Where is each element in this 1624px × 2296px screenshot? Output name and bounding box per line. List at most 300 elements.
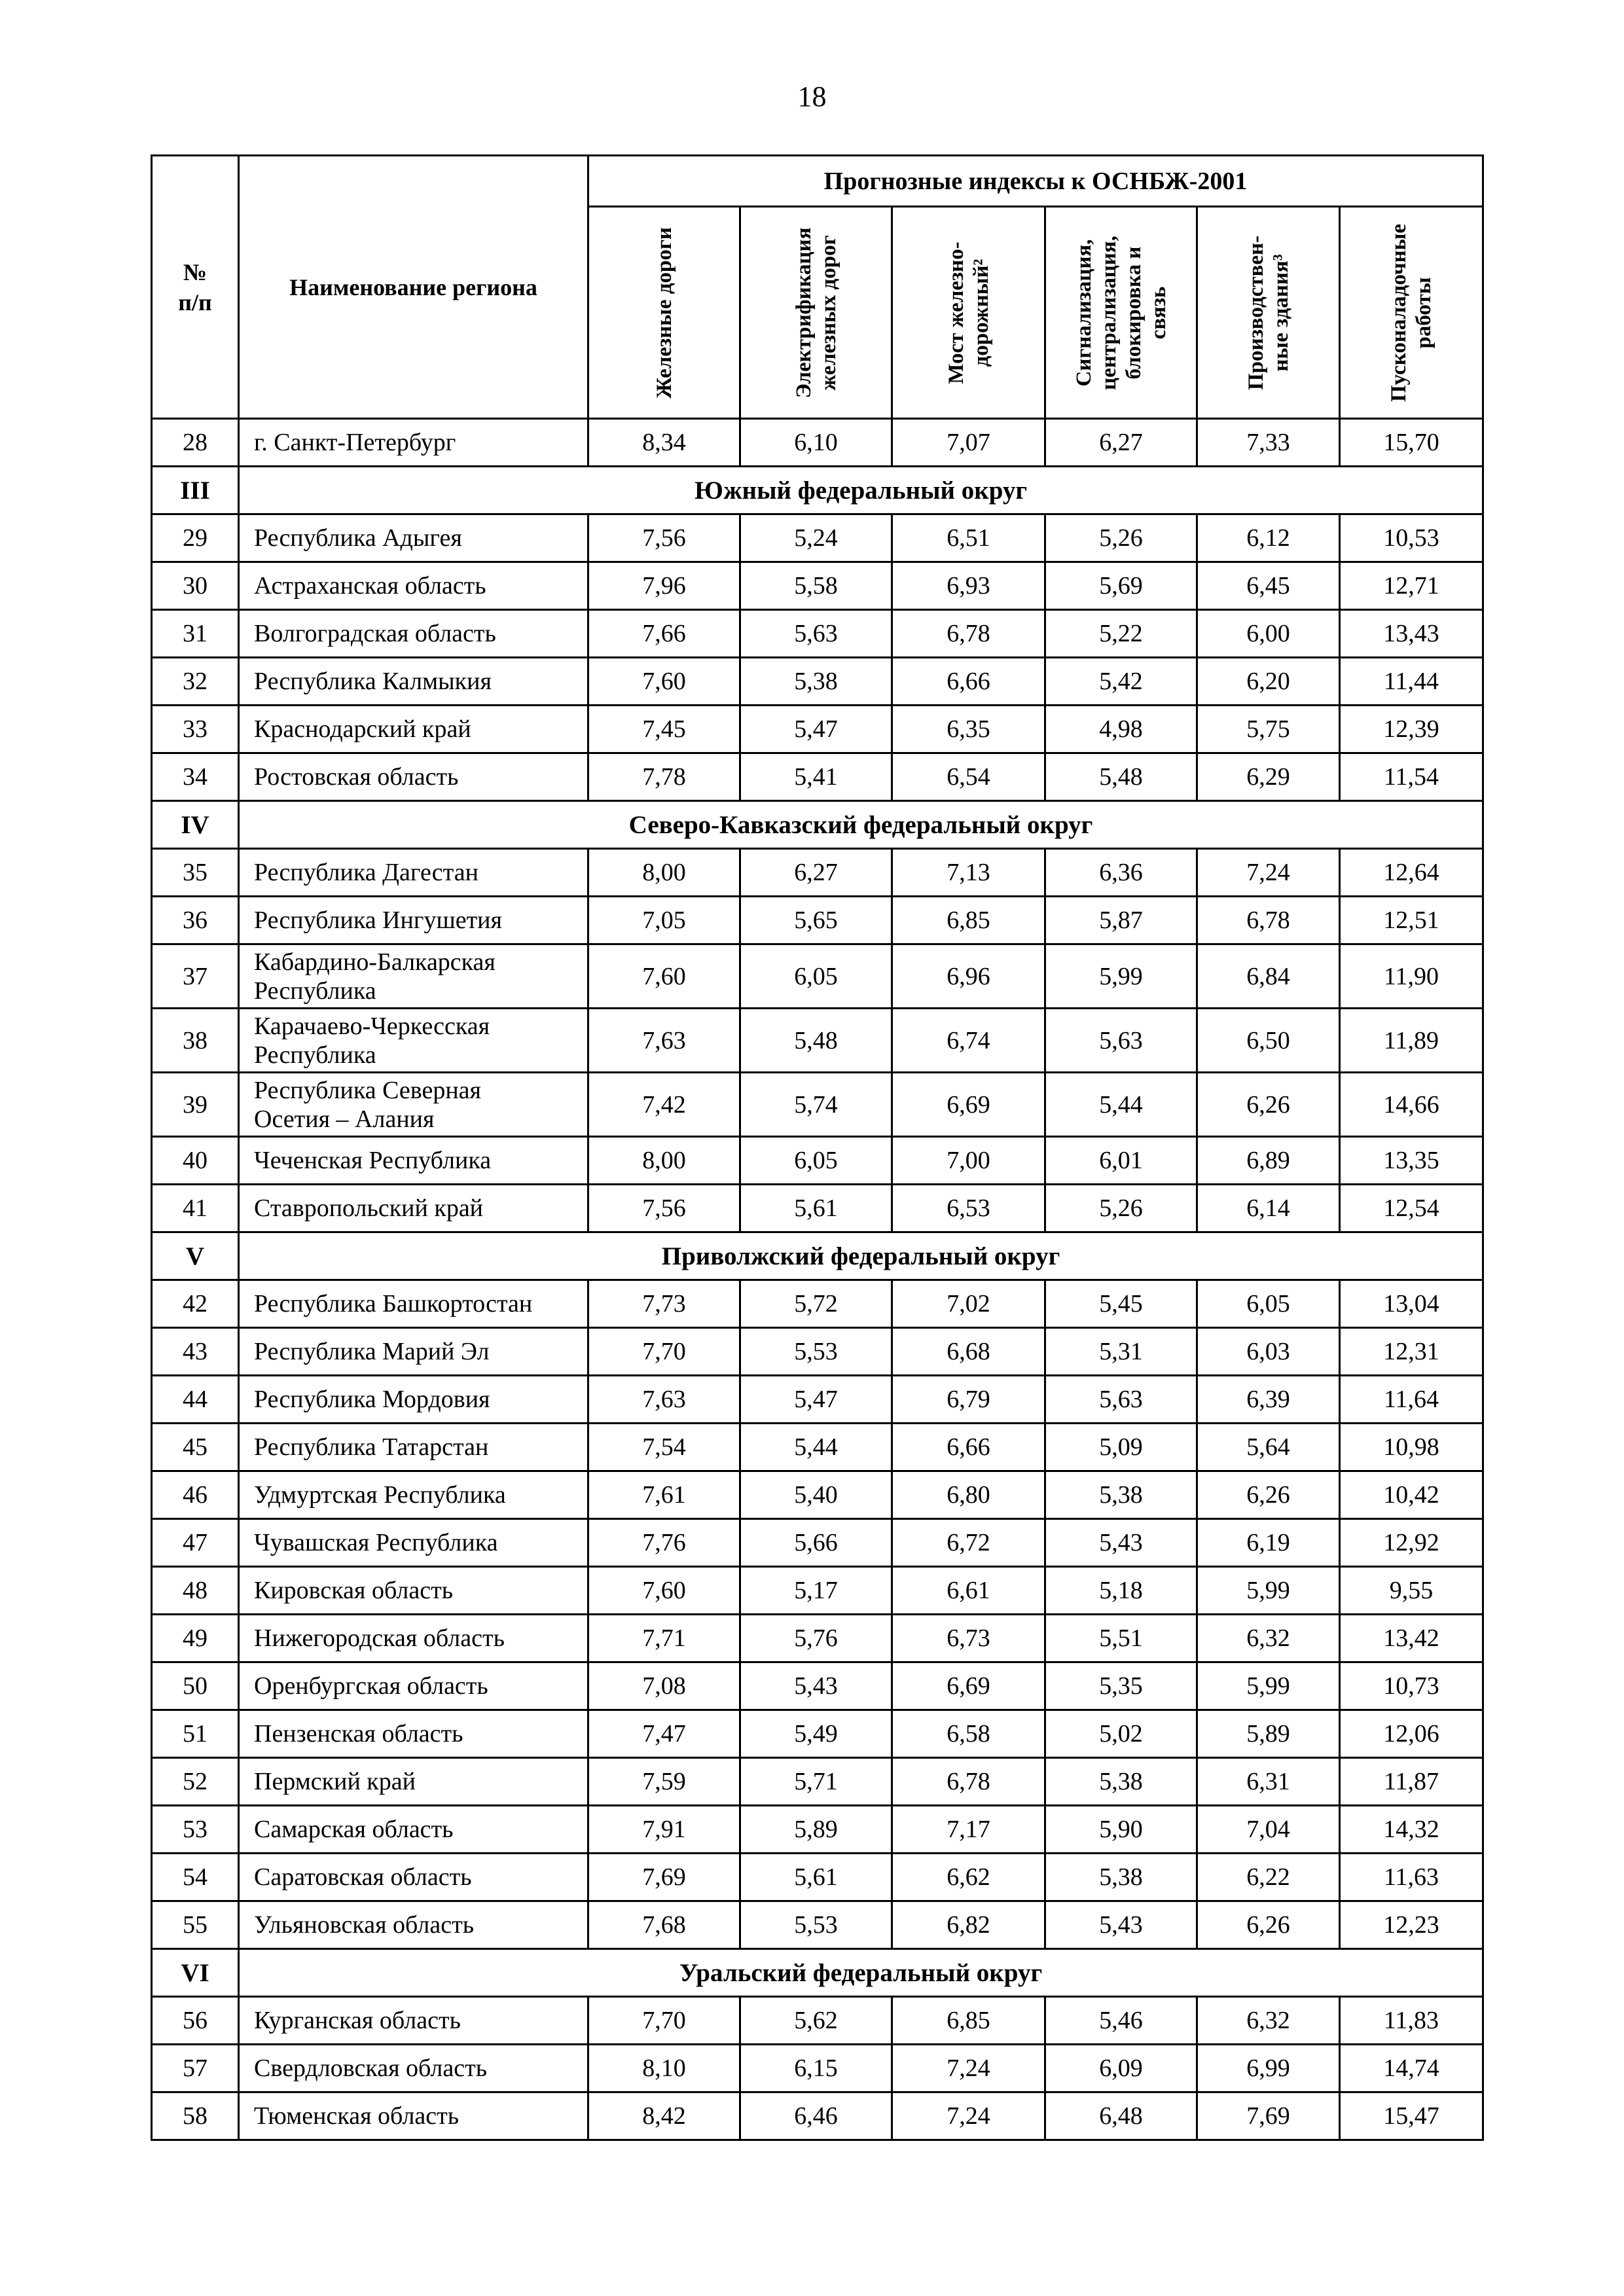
index-value: 6,01	[1045, 1137, 1197, 1185]
region-name-line: Тюменская область	[254, 2102, 460, 2130]
region-name-line: Оренбургская область	[254, 1672, 488, 1700]
index-value: 5,47	[740, 1376, 892, 1424]
table-row	[152, 753, 1483, 801]
index-value: 7,56	[588, 514, 740, 562]
row-number: 38	[152, 1009, 239, 1073]
region-name-line: Республика Татарстан	[254, 1433, 489, 1461]
index-value: 11,89	[1340, 1009, 1483, 1073]
region-name	[239, 1854, 588, 1901]
index-value: 11,54	[1340, 753, 1483, 801]
index-value: 7,00	[892, 1137, 1045, 1185]
region-name-line: Кировская область	[254, 1577, 454, 1604]
column-header-4	[1045, 207, 1197, 419]
column-header-2	[740, 207, 892, 419]
index-value: 5,17	[740, 1567, 892, 1615]
index-value: 15,47	[1340, 2092, 1483, 2140]
index-value: 6,03	[1197, 1328, 1340, 1376]
index-value: 5,90	[1045, 1806, 1197, 1854]
index-value: 7,69	[588, 1854, 740, 1901]
index-value: 6,82	[892, 1901, 1045, 1949]
index-value: 10,42	[1340, 1471, 1483, 1519]
index-value: 7,47	[588, 1710, 740, 1758]
index-value: 5,44	[1045, 1073, 1197, 1137]
table-row	[152, 2045, 1483, 2092]
index-value: 5,35	[1045, 1662, 1197, 1710]
index-value: 6,66	[892, 1424, 1045, 1471]
region-name-line: Саратовская область	[254, 1863, 472, 1891]
row-number: 43	[152, 1328, 239, 1376]
index-value: 9,55	[1340, 1567, 1483, 1615]
index-value: 11,63	[1340, 1854, 1483, 1901]
index-value: 6,58	[892, 1710, 1045, 1758]
table-row	[152, 1185, 1483, 1232]
index-value: 6,68	[892, 1328, 1045, 1376]
column-header-line: дорожный²	[969, 259, 993, 367]
index-value: 7,08	[588, 1662, 740, 1710]
index-value: 7,02	[892, 1280, 1045, 1328]
column-header-number	[152, 156, 239, 419]
index-value: 5,58	[740, 562, 892, 610]
row-number: 48	[152, 1567, 239, 1615]
index-value: 4,98	[1045, 706, 1197, 753]
section-row	[152, 1232, 1483, 1280]
section-number: V	[152, 1232, 239, 1280]
index-value: 6,96	[892, 944, 1045, 1009]
region-name-line: Ставропольский край	[254, 1194, 484, 1222]
region-name-line: Карачаево-Черкесская	[254, 1012, 490, 1040]
table-row	[152, 1710, 1483, 1758]
table-body	[152, 419, 1483, 2140]
region-name-line: Республика Башкортостан	[254, 1290, 533, 1318]
index-value: 5,43	[1045, 1519, 1197, 1567]
index-value: 6,32	[1197, 1615, 1340, 1662]
index-value: 6,69	[892, 1073, 1045, 1137]
index-value: 5,71	[740, 1758, 892, 1806]
region-name	[239, 849, 588, 897]
index-value: 7,73	[588, 1280, 740, 1328]
index-value: 5,72	[740, 1280, 892, 1328]
index-value: 11,87	[1340, 1758, 1483, 1806]
index-value: 6,19	[1197, 1519, 1340, 1567]
region-name	[239, 1901, 588, 1949]
index-value: 7,24	[1197, 849, 1340, 897]
index-value: 5,46	[1045, 1997, 1197, 2045]
row-number: 57	[152, 2045, 239, 2092]
section-title: Северо-Кавказский федеральный округ	[239, 801, 1483, 849]
index-value: 5,99	[1197, 1662, 1340, 1710]
index-value: 6,78	[892, 1758, 1045, 1806]
region-name-line: Республика Мордовия	[254, 1386, 490, 1413]
row-number: 53	[152, 1806, 239, 1854]
row-number: 32	[152, 658, 239, 706]
index-value: 6,00	[1197, 610, 1340, 658]
region-name	[239, 1280, 588, 1328]
index-value: 6,79	[892, 1376, 1045, 1424]
table-row	[152, 1567, 1483, 1615]
table-row	[152, 610, 1483, 658]
region-name	[239, 1073, 588, 1137]
index-value: 5,69	[1045, 562, 1197, 610]
index-value: 11,83	[1340, 1997, 1483, 2045]
index-value: 7,24	[892, 2045, 1045, 2092]
region-name	[239, 1519, 588, 1567]
region-name-line: Пензенская область	[254, 1720, 463, 1748]
table-row	[152, 419, 1483, 467]
table-row	[152, 514, 1483, 562]
region-name	[239, 1662, 588, 1710]
index-value: 7,56	[588, 1185, 740, 1232]
index-value: 8,00	[588, 849, 740, 897]
row-number: 44	[152, 1376, 239, 1424]
index-value: 5,89	[1197, 1710, 1340, 1758]
index-value: 13,35	[1340, 1137, 1483, 1185]
region-name	[239, 1328, 588, 1376]
row-number: 29	[152, 514, 239, 562]
index-value: 5,99	[1197, 1567, 1340, 1615]
index-value: 6,20	[1197, 658, 1340, 706]
index-value: 14,66	[1340, 1073, 1483, 1137]
index-value: 6,05	[1197, 1280, 1340, 1328]
region-name-line: Пермский край	[254, 1768, 416, 1795]
index-value: 6,09	[1045, 2045, 1197, 2092]
index-value: 7,33	[1197, 419, 1340, 467]
section-row	[152, 1949, 1483, 1997]
index-value: 7,76	[588, 1519, 740, 1567]
index-value: 6,93	[892, 562, 1045, 610]
table-row	[152, 1328, 1483, 1376]
index-value: 5,41	[740, 753, 892, 801]
index-value: 6,85	[892, 897, 1045, 944]
index-value: 6,74	[892, 1009, 1045, 1073]
regional-price-index-table	[151, 154, 1484, 2141]
region-name-line: Курганская область	[254, 2007, 461, 2034]
region-name	[239, 419, 588, 467]
index-value: 6,48	[1045, 2092, 1197, 2140]
index-value: 6,78	[892, 610, 1045, 658]
region-name-line: Кабардино-Балкарская	[254, 948, 496, 976]
index-value: 6,66	[892, 658, 1045, 706]
index-value: 6,50	[1197, 1009, 1340, 1073]
row-number: 40	[152, 1137, 239, 1185]
index-value: 5,24	[740, 514, 892, 562]
index-value: 6,15	[740, 2045, 892, 2092]
index-value: 12,31	[1340, 1328, 1483, 1376]
region-name	[239, 706, 588, 753]
index-value: 6,99	[1197, 2045, 1340, 2092]
index-value: 6,51	[892, 514, 1045, 562]
region-name-line: Республика Ингушетия	[254, 906, 502, 934]
column-header-5	[1197, 207, 1340, 419]
index-value: 5,66	[740, 1519, 892, 1567]
section-row	[152, 467, 1483, 514]
index-value: 6,73	[892, 1615, 1045, 1662]
index-value: 5,48	[740, 1009, 892, 1073]
table-row	[152, 1615, 1483, 1662]
index-value: 8,10	[588, 2045, 740, 2092]
region-name	[239, 1710, 588, 1758]
index-value: 12,23	[1340, 1901, 1483, 1949]
index-value: 6,89	[1197, 1137, 1340, 1185]
column-header-line: связь	[1146, 286, 1170, 339]
index-value: 5,63	[1045, 1009, 1197, 1073]
index-value: 5,22	[1045, 610, 1197, 658]
region-name	[239, 1137, 588, 1185]
row-number: 49	[152, 1615, 239, 1662]
index-value: 5,51	[1045, 1615, 1197, 1662]
index-value: 12,92	[1340, 1519, 1483, 1567]
row-number: 51	[152, 1710, 239, 1758]
index-value: 5,45	[1045, 1280, 1197, 1328]
index-value: 6,22	[1197, 1854, 1340, 1901]
column-header-line: Пусконаладочные	[1387, 223, 1411, 402]
index-value: 5,47	[740, 706, 892, 753]
index-value: 12,06	[1340, 1710, 1483, 1758]
region-name	[239, 1009, 588, 1073]
region-name-line: Краснодарский край	[254, 715, 471, 743]
row-number: 54	[152, 1854, 239, 1901]
index-value: 5,61	[740, 1854, 892, 1901]
region-name-line: Чеченская Республика	[254, 1147, 492, 1174]
column-header-text	[791, 211, 841, 414]
index-value: 5,38	[1045, 1471, 1197, 1519]
region-name	[239, 1806, 588, 1854]
index-value: 5,38	[1045, 1854, 1197, 1901]
index-value: 8,42	[588, 2092, 740, 2140]
index-value: 7,45	[588, 706, 740, 753]
column-header-text	[1072, 211, 1171, 414]
region-name	[239, 658, 588, 706]
index-value: 6,54	[892, 753, 1045, 801]
region-name	[239, 562, 588, 610]
index-value: 6,61	[892, 1567, 1045, 1615]
table-row	[152, 1901, 1483, 1949]
column-header-line: Железные дороги	[652, 226, 676, 399]
index-value: 7,59	[588, 1758, 740, 1806]
index-value: 6,53	[892, 1185, 1045, 1232]
index-value: 8,34	[588, 419, 740, 467]
column-header-6	[1340, 207, 1483, 419]
column-header-text	[652, 211, 677, 414]
index-value: 5,02	[1045, 1710, 1197, 1758]
row-number: 45	[152, 1424, 239, 1471]
index-value: 5,26	[1045, 514, 1197, 562]
index-value: 7,91	[588, 1806, 740, 1854]
region-name	[239, 1185, 588, 1232]
table-row	[152, 1758, 1483, 1806]
table-row	[152, 1280, 1483, 1328]
index-value: 10,73	[1340, 1662, 1483, 1710]
index-value: 6,26	[1197, 1901, 1340, 1949]
index-value: 7,07	[892, 419, 1045, 467]
section-number: IV	[152, 801, 239, 849]
region-name-line: Республика Марий Эл	[254, 1338, 490, 1365]
row-number: 56	[152, 1997, 239, 2045]
index-value: 5,31	[1045, 1328, 1197, 1376]
index-value: 10,53	[1340, 514, 1483, 562]
index-value: 7,63	[588, 1376, 740, 1424]
table-row	[152, 2092, 1483, 2140]
index-value: 12,71	[1340, 562, 1483, 610]
region-name-line: Республика Адыгея	[254, 524, 462, 552]
region-name-line: Республика	[254, 977, 376, 1005]
column-header-text	[1386, 211, 1436, 414]
section-row	[152, 801, 1483, 849]
index-value: 5,61	[740, 1185, 892, 1232]
index-value: 6,31	[1197, 1758, 1340, 1806]
index-value: 6,72	[892, 1519, 1045, 1567]
index-value: 5,64	[1197, 1424, 1340, 1471]
index-value: 6,26	[1197, 1471, 1340, 1519]
index-value: 6,10	[740, 419, 892, 467]
index-value: 13,43	[1340, 610, 1483, 658]
table-row	[152, 1073, 1483, 1137]
index-value: 6,46	[740, 2092, 892, 2140]
index-value: 6,29	[1197, 753, 1340, 801]
row-number: 28	[152, 419, 239, 467]
index-value: 6,69	[892, 1662, 1045, 1710]
row-number: 52	[152, 1758, 239, 1806]
region-name-line: Волгоградская область	[254, 620, 496, 647]
region-name	[239, 944, 588, 1009]
index-value: 5,53	[740, 1901, 892, 1949]
column-header-line: блокировка и	[1121, 246, 1146, 379]
table-row	[152, 1854, 1483, 1901]
index-value: 5,43	[1045, 1901, 1197, 1949]
index-value: 5,53	[740, 1328, 892, 1376]
region-name	[239, 1615, 588, 1662]
index-value: 5,65	[740, 897, 892, 944]
index-value: 6,85	[892, 1997, 1045, 2045]
row-number: 55	[152, 1901, 239, 1949]
region-name-line: Республика	[254, 1041, 376, 1069]
index-value: 6,62	[892, 1854, 1045, 1901]
index-value: 10,98	[1340, 1424, 1483, 1471]
index-value: 7,60	[588, 1567, 740, 1615]
page-number: 18	[797, 81, 827, 113]
region-name	[239, 1567, 588, 1615]
table-row	[152, 1519, 1483, 1567]
index-value: 6,39	[1197, 1376, 1340, 1424]
index-value: 6,32	[1197, 1997, 1340, 2045]
column-header-line: Сигнализация,	[1072, 238, 1096, 387]
index-value: 7,71	[588, 1615, 740, 1662]
index-value: 7,04	[1197, 1806, 1340, 1854]
index-value: 15,70	[1340, 419, 1483, 467]
index-value: 8,00	[588, 1137, 740, 1185]
region-name	[239, 1376, 588, 1424]
index-value: 6,84	[1197, 944, 1340, 1009]
table-row	[152, 1806, 1483, 1854]
index-value: 6,05	[740, 1137, 892, 1185]
index-value: 11,44	[1340, 658, 1483, 706]
number-label-line2: п/п	[178, 289, 212, 315]
row-number: 36	[152, 897, 239, 944]
column-header-line: ные здания³	[1269, 253, 1293, 372]
index-value: 6,78	[1197, 897, 1340, 944]
index-value: 14,74	[1340, 2045, 1483, 2092]
region-name	[239, 2045, 588, 2092]
region-name-line: Удмуртская Республика	[254, 1481, 506, 1509]
region-name-line: Астраханская область	[254, 572, 486, 600]
row-number: 42	[152, 1280, 239, 1328]
index-value: 6,27	[740, 849, 892, 897]
index-value: 6,27	[1045, 419, 1197, 467]
index-value: 5,09	[1045, 1424, 1197, 1471]
region-name-line: Республика Северная	[254, 1076, 482, 1104]
column-header-line: Мост железно-	[944, 241, 968, 384]
index-value: 11,64	[1340, 1376, 1483, 1424]
row-number: 41	[152, 1185, 239, 1232]
region-name	[239, 2092, 588, 2140]
row-number: 30	[152, 562, 239, 610]
index-value: 13,42	[1340, 1615, 1483, 1662]
index-value: 5,99	[1045, 944, 1197, 1009]
index-value: 5,75	[1197, 706, 1340, 753]
index-value: 5,26	[1045, 1185, 1197, 1232]
section-number: VI	[152, 1949, 239, 1997]
index-value: 11,90	[1340, 944, 1483, 1009]
region-name-line: Самарская область	[254, 1816, 454, 1843]
region-name	[239, 1471, 588, 1519]
index-value: 7,42	[588, 1073, 740, 1137]
section-number: III	[152, 467, 239, 514]
index-value: 5,87	[1045, 897, 1197, 944]
row-number: 50	[152, 1662, 239, 1710]
table-row	[152, 1662, 1483, 1710]
table-row	[152, 849, 1483, 897]
region-name-line: Республика Калмыкия	[254, 668, 492, 695]
region-name	[239, 514, 588, 562]
section-title: Уральский федеральный округ	[239, 1949, 1483, 1997]
index-value: 5,38	[1045, 1758, 1197, 1806]
index-value: 5,62	[740, 1997, 892, 2045]
column-header-text	[944, 211, 994, 414]
index-value: 5,44	[740, 1424, 892, 1471]
column-header-3	[892, 207, 1045, 419]
table-row	[152, 1471, 1483, 1519]
table-row	[152, 897, 1483, 944]
region-name	[239, 1758, 588, 1806]
region-name-line: г. Санкт-Петербург	[254, 429, 456, 456]
row-number: 37	[152, 944, 239, 1009]
column-header-line: централизация,	[1096, 235, 1121, 390]
row-number: 31	[152, 610, 239, 658]
column-header-line: Электрификация	[791, 227, 816, 398]
index-value: 7,63	[588, 1009, 740, 1073]
row-number: 46	[152, 1471, 239, 1519]
index-value: 5,74	[740, 1073, 892, 1137]
index-value: 7,61	[588, 1471, 740, 1519]
section-title: Приволжский федеральный округ	[239, 1232, 1483, 1280]
index-value: 7,13	[892, 849, 1045, 897]
index-value: 6,80	[892, 1471, 1045, 1519]
index-value: 7,96	[588, 562, 740, 610]
index-value: 6,35	[892, 706, 1045, 753]
region-name	[239, 1424, 588, 1471]
table-row	[152, 1009, 1483, 1073]
row-number: 58	[152, 2092, 239, 2140]
index-value: 5,40	[740, 1471, 892, 1519]
index-value: 7,60	[588, 944, 740, 1009]
index-value: 6,05	[740, 944, 892, 1009]
region-name	[239, 753, 588, 801]
table-row	[152, 562, 1483, 610]
column-header-text	[1244, 211, 1293, 414]
column-header-region-name: Наименование региона	[239, 156, 588, 419]
number-label-line1: №	[183, 259, 208, 285]
index-value: 7,70	[588, 1997, 740, 2045]
index-value: 7,66	[588, 610, 740, 658]
